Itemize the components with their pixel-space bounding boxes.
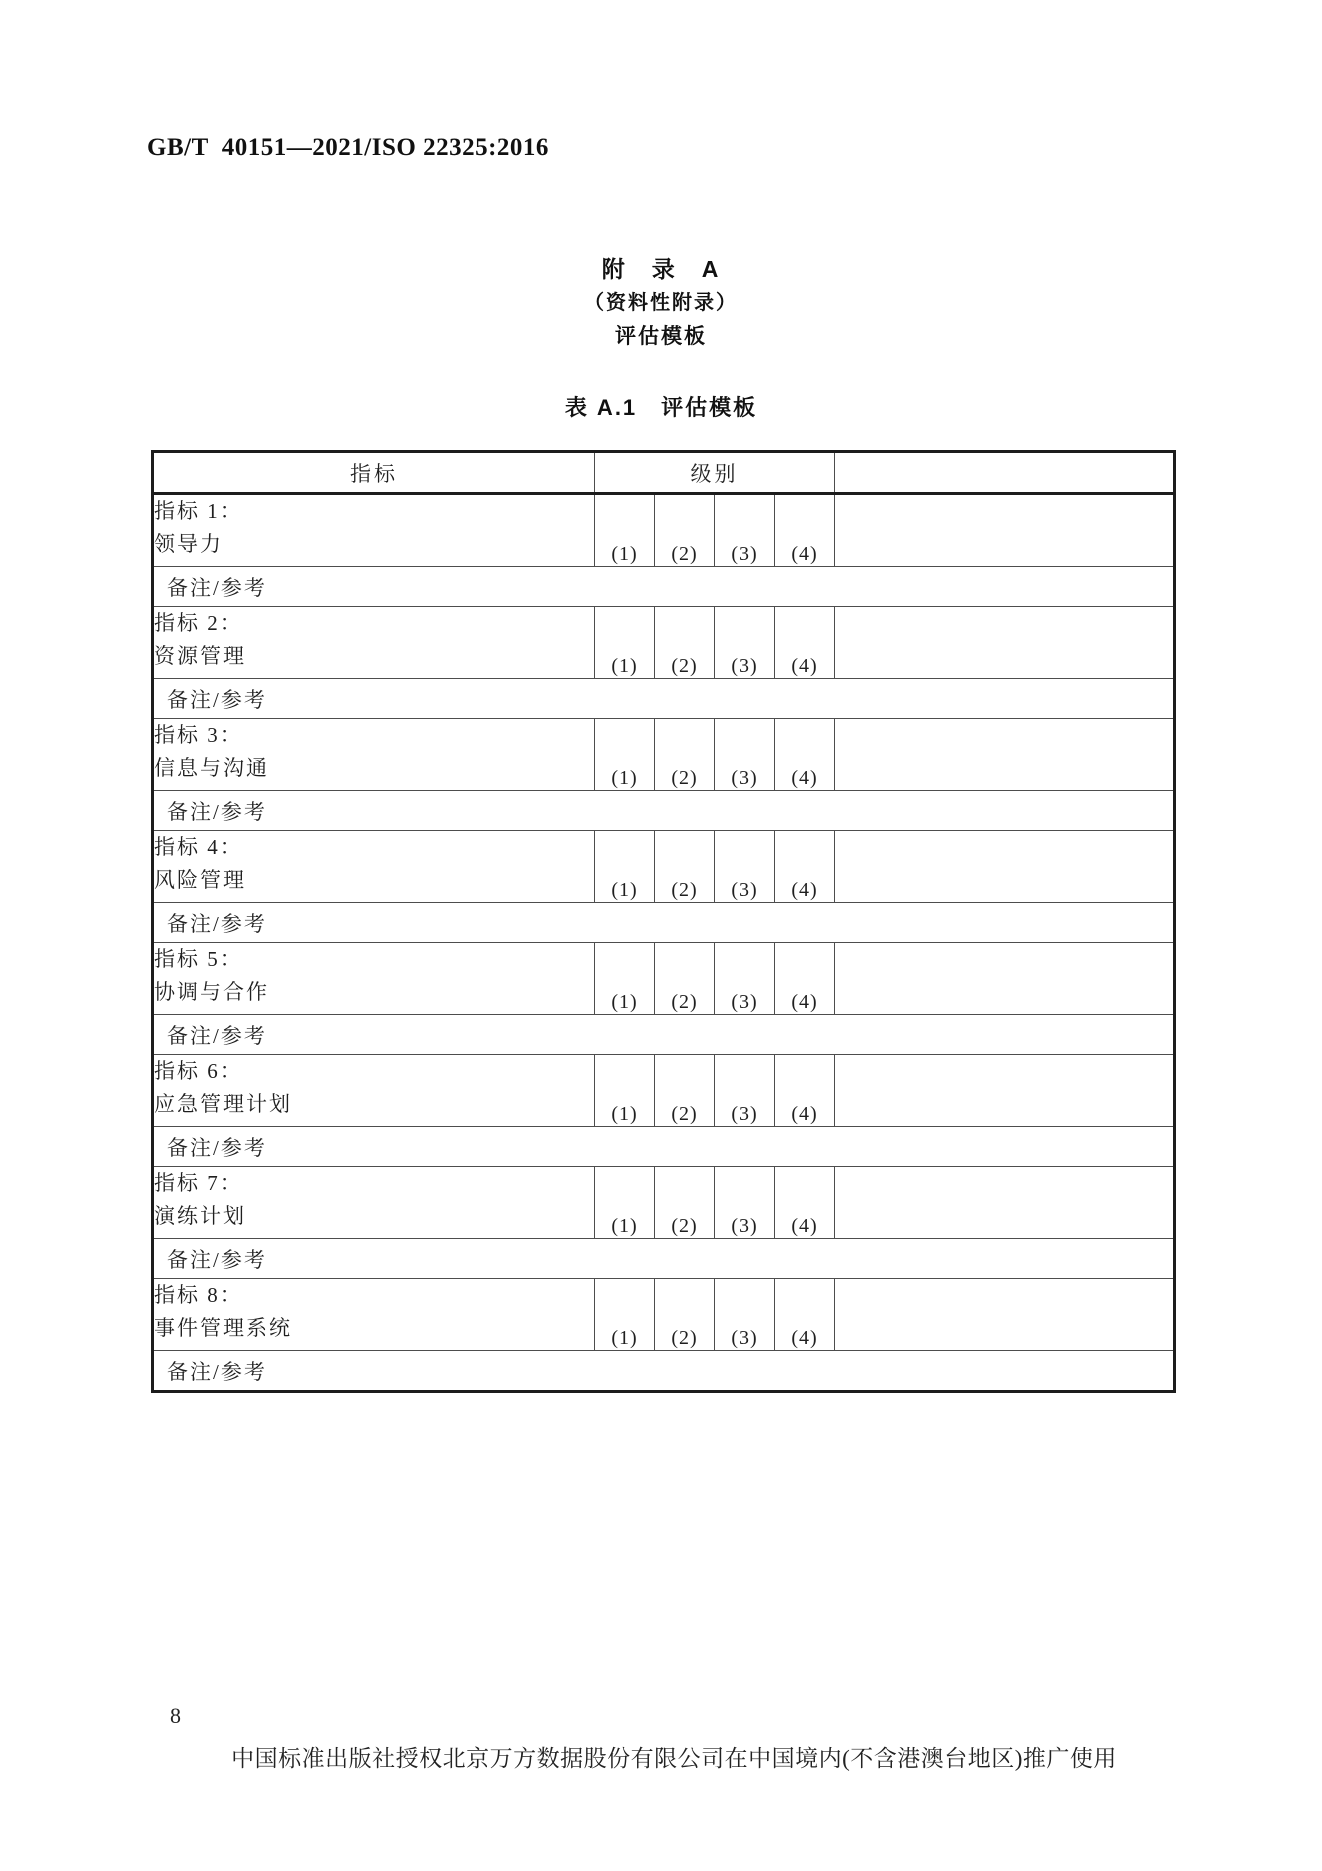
score-cell [835,607,1175,679]
level-4-cell: (4) [775,607,835,679]
indicator-cell [153,719,595,791]
score-cell [835,943,1175,1015]
note-cell: 备注/参考 [153,567,1175,607]
level-4-cell: (4) [775,494,835,567]
level-3-cell: (3) [715,494,775,567]
level-3-cell: (3) [715,1167,775,1239]
indicator-cell [153,831,595,903]
note-cell: 备注/参考 [153,791,1175,831]
level-1-cell: (1) [595,1167,655,1239]
page-number: 8 [170,1703,181,1728]
indicator-cell [153,1055,595,1127]
table-row-indicator-6 [153,1055,1175,1127]
indicator-id: 指标 2： [154,611,243,635]
indicator-id: 指标 3： [154,723,243,747]
indicator-cell [153,1167,595,1239]
score-cell [835,719,1175,791]
header-empty [835,452,1175,494]
table-row-note-3 [153,791,1175,831]
level-2-cell: (2) [655,494,715,567]
indicator-name: 领导力 [154,532,223,556]
indicator-cell [153,943,595,1015]
copyright-footer: 中国标准出版社授权北京万方数据股份有限公司在中国境内(不含港澳台地区)推广使用 [231,1746,1117,1771]
table-row-indicator-3 [153,719,1175,791]
level-2-cell: (2) [655,1279,715,1351]
indicator-id: 指标 8： [154,1283,243,1307]
level-2-cell: (2) [655,831,715,903]
level-4-cell: (4) [775,1167,835,1239]
level-2-cell: (2) [655,607,715,679]
level-2-cell: (2) [655,1167,715,1239]
indicator-id: 指标 7： [154,1171,243,1195]
table-row-indicator-2 [153,607,1175,679]
level-1-cell: (1) [595,494,655,567]
level-1-cell: (1) [595,1279,655,1351]
level-1-cell: (1) [595,719,655,791]
level-4-cell: (4) [775,719,835,791]
appendix-subtitle: （资料性附录） [584,292,738,314]
level-3-cell: (3) [715,1279,775,1351]
indicator-name: 信息与沟通 [154,756,269,780]
indicator-id: 指标 4： [154,835,243,859]
level-4-cell: (4) [775,831,835,903]
level-1-cell: (1) [595,1055,655,1127]
table-row-indicator-8 [153,1279,1175,1351]
note-cell: 备注/参考 [153,1127,1175,1167]
level-3-cell: (3) [715,719,775,791]
indicator-name: 资源管理 [154,644,246,668]
level-3-cell: (3) [715,943,775,1015]
level-1-cell: (1) [595,607,655,679]
score-cell [835,1055,1175,1127]
level-3-cell: (3) [715,607,775,679]
appendix-title: 附 录 A [601,256,721,282]
table-row-note-4 [153,903,1175,943]
table-row-indicator-4 [153,831,1175,903]
level-3-cell: (3) [715,831,775,903]
level-3-cell: (3) [715,1055,775,1127]
indicator-name: 风险管理 [154,868,246,892]
table-caption: 表 A.1 评估模板 [564,395,758,420]
indicator-cell [153,1279,595,1351]
table-row-indicator-7 [153,1167,1175,1239]
level-2-cell: (2) [655,719,715,791]
table-row-note-8 [153,1351,1175,1392]
note-cell: 备注/参考 [153,1351,1175,1392]
level-4-cell: (4) [775,943,835,1015]
note-cell: 备注/参考 [153,679,1175,719]
level-2-cell: (2) [655,943,715,1015]
indicator-cell [153,607,595,679]
appendix-heading: 评估模板 [615,325,707,348]
table-row-indicator-5 [153,943,1175,1015]
appendix-title-block [0,252,1322,354]
indicator-name: 应急管理计划 [154,1092,292,1116]
table-row-note-1 [153,567,1175,607]
table-row-indicator-1 [153,494,1175,567]
assessment-table [151,450,1176,1393]
note-cell: 备注/参考 [153,1239,1175,1279]
indicator-cell [153,494,595,567]
indicator-name: 事件管理系统 [154,1316,292,1340]
note-cell: 备注/参考 [153,1015,1175,1055]
header-indicator: 指标 [153,452,595,494]
note-cell: 备注/参考 [153,903,1175,943]
table-row-note-5 [153,1015,1175,1055]
table-row-note-2 [153,679,1175,719]
indicator-name: 协调与合作 [154,980,269,1004]
level-4-cell: (4) [775,1279,835,1351]
indicator-id: 指标 5： [154,947,243,971]
level-2-cell: (2) [655,1055,715,1127]
level-1-cell: (1) [595,943,655,1015]
score-cell [835,494,1175,567]
table-row-note-6 [153,1127,1175,1167]
indicator-id: 指标 6： [154,1059,243,1083]
header-level: 级别 [595,452,835,494]
level-4-cell: (4) [775,1055,835,1127]
score-cell [835,1167,1175,1239]
level-1-cell: (1) [595,831,655,903]
score-cell [835,1279,1175,1351]
standard-number: GB/T 40151—2021/ISO 22325:2016 [147,134,549,161]
score-cell [835,831,1175,903]
table-header-row [153,452,1175,494]
table-row-note-7 [153,1239,1175,1279]
indicator-id: 指标 1： [154,499,243,523]
indicator-name: 演练计划 [154,1204,246,1228]
